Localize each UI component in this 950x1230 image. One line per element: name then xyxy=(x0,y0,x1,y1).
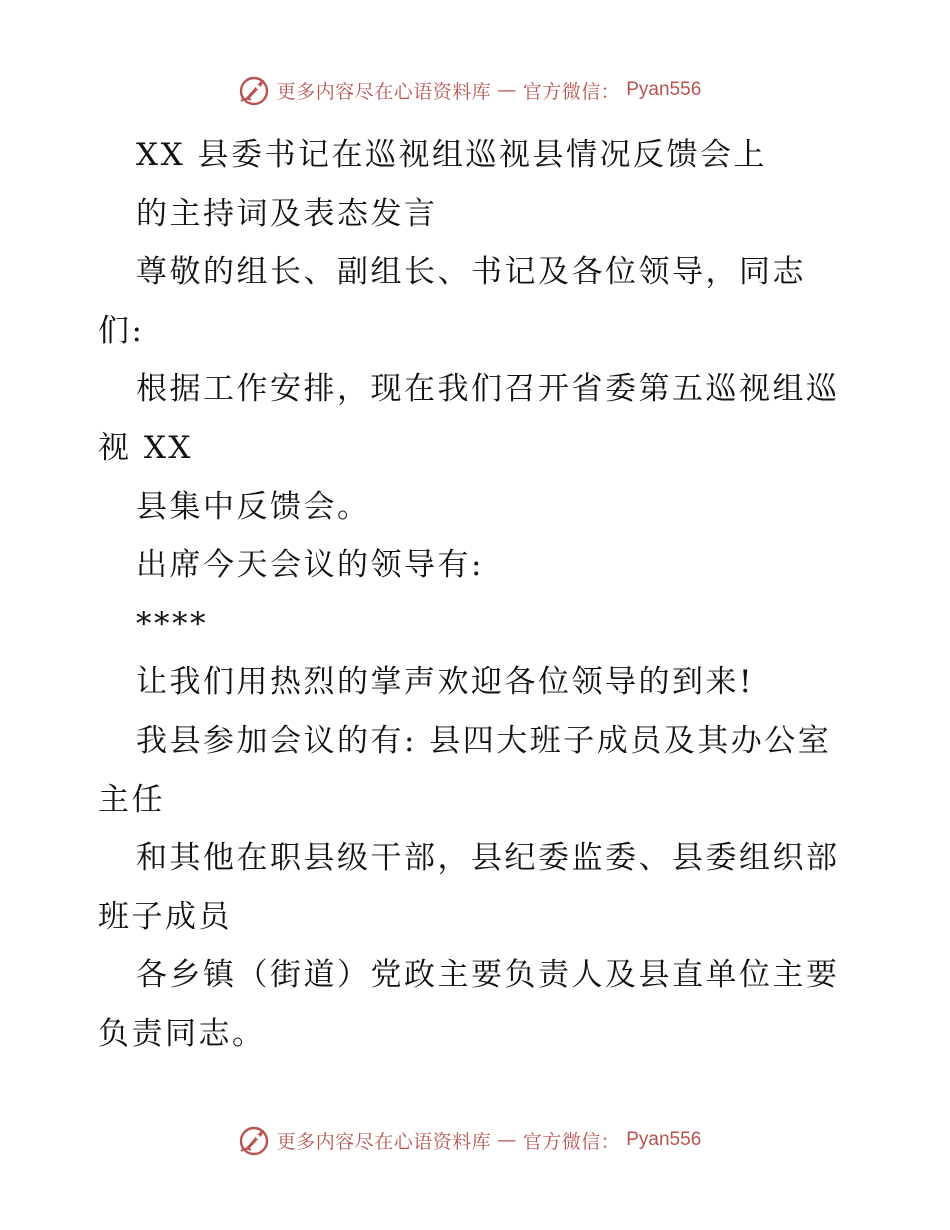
text-line: 们: xyxy=(98,312,145,349)
watermark-site-text: 更多内容尽在心语资料库 xyxy=(276,1130,492,1153)
text-line: XX 县委书记在巡视组巡视县情况反馈会上 xyxy=(136,137,767,173)
watermark-site-text: 更多内容尽在心语资料库 xyxy=(276,80,492,103)
document-body xyxy=(98,126,858,1064)
text-line: 根据工作安排，现在我们召开省委第五巡视组巡 xyxy=(136,371,840,408)
text-line: 出席今天会议的领导有: xyxy=(136,547,484,584)
text-line: 负责同志。 xyxy=(98,1015,266,1052)
footer-watermark xyxy=(0,1120,950,1160)
watermark-group xyxy=(237,73,702,107)
watermark-wechat-label: 官方微信： xyxy=(522,80,621,103)
watermark-wechat-label: 官方微信： xyxy=(522,1130,621,1153)
text-line: 让我们用热烈的掌声欢迎各位领导的到来! xyxy=(136,664,754,701)
text-line: 的主持词及表态发言 xyxy=(136,195,438,232)
text-line: 视 XX xyxy=(98,429,193,466)
watermark-dash: — xyxy=(497,79,517,101)
text-line: **** xyxy=(136,605,208,642)
text-line: 和其他在职县级干部，县纪委监委、县委组织部 xyxy=(136,840,840,877)
text-line: 县集中反馈会。 xyxy=(136,488,371,525)
watermark-wechat-id: Pyan556 xyxy=(626,79,702,100)
quill-pen-logo-icon xyxy=(237,1123,271,1157)
text-line: 各乡镇（街道）党政主要负责人及县直单位主要 xyxy=(136,957,840,994)
watermark-wechat-id: Pyan556 xyxy=(626,1129,702,1150)
text-line: 尊敬的组长、副组长、书记及各位领导，同志 xyxy=(136,254,806,291)
quill-pen-logo-icon xyxy=(237,73,271,107)
text-line: 主任 xyxy=(98,781,165,818)
watermark-dash: — xyxy=(497,1129,517,1151)
text-line: 班子成员 xyxy=(98,898,232,935)
text-line: 我县参加会议的有: 县四大班子成员及其办公室 xyxy=(136,722,832,759)
watermark-group xyxy=(237,1123,702,1157)
header-watermark xyxy=(0,70,950,110)
